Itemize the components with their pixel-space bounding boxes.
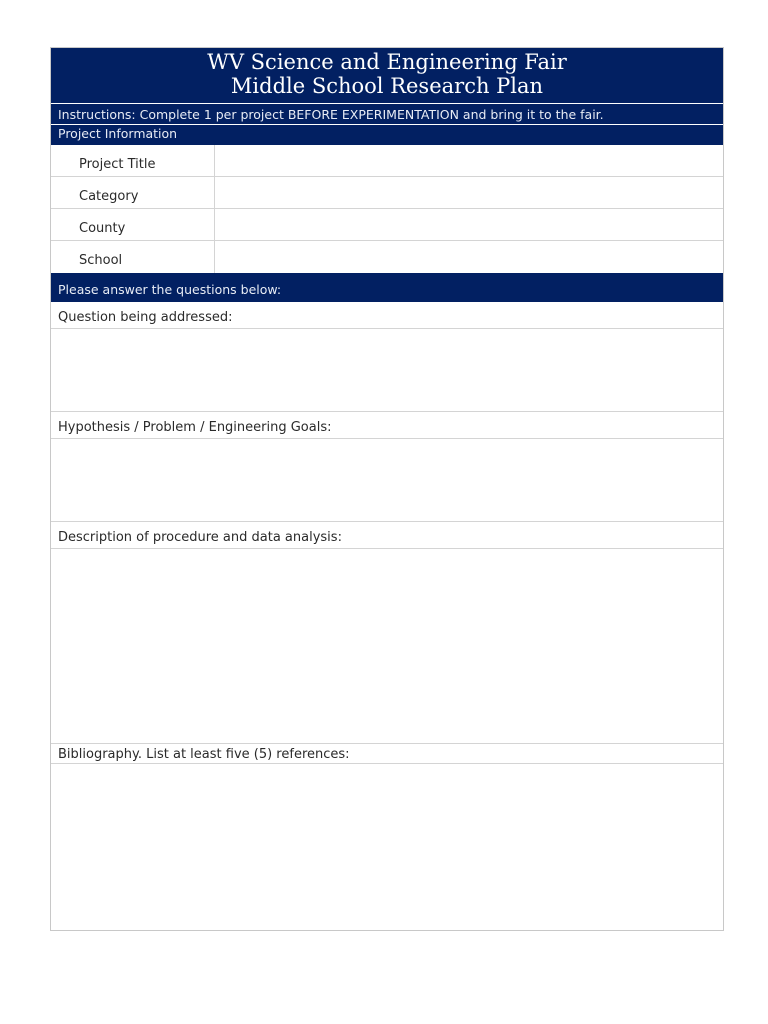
school-label: School xyxy=(51,241,215,273)
questions-section-header: Please answer the questions below: xyxy=(51,273,723,302)
procedure-answer[interactable] xyxy=(51,549,723,744)
research-plan-form xyxy=(50,47,724,931)
procedure-label: Description of procedure and data analysis: xyxy=(51,522,723,549)
project-title-row xyxy=(51,145,723,177)
category-label: Category xyxy=(51,177,215,208)
project-information-table xyxy=(51,145,723,273)
school-row xyxy=(51,241,723,273)
form-header xyxy=(51,48,723,104)
project-title-input[interactable] xyxy=(215,145,723,176)
project-title-label: Project Title xyxy=(51,145,215,176)
school-input[interactable] xyxy=(215,241,723,273)
form-title-line2: Middle School Research Plan xyxy=(230,74,544,98)
hypothesis-answer[interactable] xyxy=(51,439,723,522)
bibliography-label: Bibliography. List at least five (5) references: xyxy=(51,744,723,764)
question-addressed-answer[interactable] xyxy=(51,329,723,412)
county-label: County xyxy=(51,209,215,240)
category-input[interactable] xyxy=(215,177,723,208)
question-addressed-label: Question being addressed: xyxy=(51,302,723,329)
category-row xyxy=(51,177,723,209)
form-title-line1: WV Science and Engineering Fair xyxy=(207,50,567,74)
bibliography-answer[interactable] xyxy=(51,764,723,931)
county-input[interactable] xyxy=(215,209,723,240)
county-row xyxy=(51,209,723,241)
instructions-bar: Instructions: Complete 1 per project BEFORE EXPERIMENTATION and bring it to the fair. xyxy=(51,104,723,125)
project-information-header: Project Information xyxy=(51,125,723,145)
hypothesis-label: Hypothesis / Problem / Engineering Goals: xyxy=(51,412,723,439)
